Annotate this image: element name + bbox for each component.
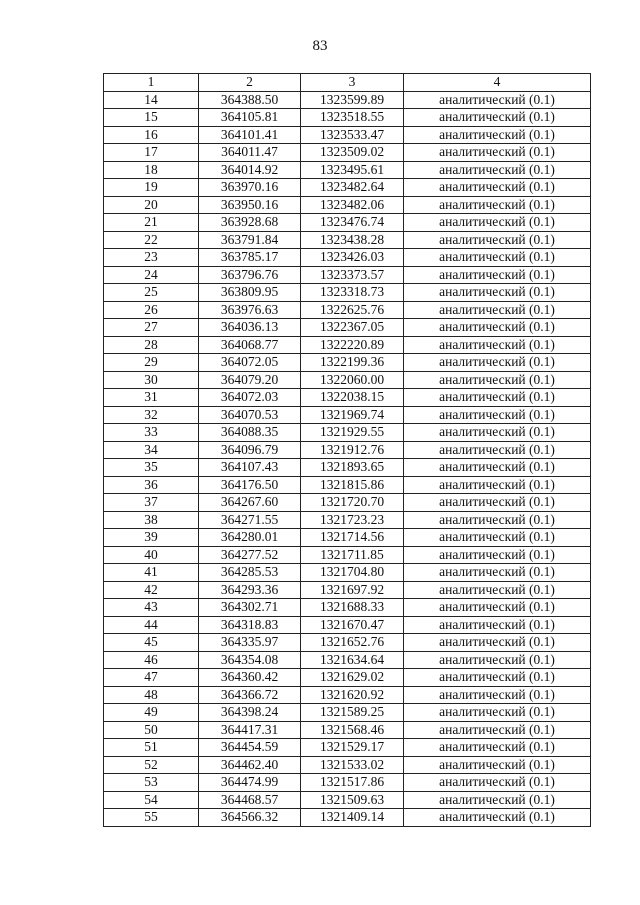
table-row	[104, 651, 591, 669]
point-number-cell: 55	[104, 809, 199, 827]
page-number: 83	[312, 38, 328, 54]
x-coordinate-cell: 364068.77	[199, 336, 301, 354]
point-number-cell: 28	[104, 336, 199, 354]
method-cell: аналитический (0.1)	[404, 739, 591, 757]
y-coordinate-cell: 1321634.64	[301, 651, 404, 669]
y-coordinate-cell: 1321893.65	[301, 459, 404, 477]
point-number-cell: 30	[104, 371, 199, 389]
y-coordinate-cell: 1323533.47	[301, 126, 404, 144]
y-coordinate-cell: 1321969.74	[301, 406, 404, 424]
table-row	[104, 144, 591, 162]
x-coordinate-cell: 363976.63	[199, 301, 301, 319]
table-row	[104, 686, 591, 704]
x-coordinate-cell: 364388.50	[199, 91, 301, 109]
y-coordinate-cell: 1321409.14	[301, 809, 404, 827]
x-coordinate-cell: 364079.20	[199, 371, 301, 389]
method-cell: аналитический (0.1)	[404, 109, 591, 127]
point-number-cell: 47	[104, 669, 199, 687]
y-coordinate-cell: 1321711.85	[301, 546, 404, 564]
table-row	[104, 704, 591, 722]
table-row	[104, 564, 591, 582]
x-coordinate-cell: 364354.08	[199, 651, 301, 669]
x-coordinate-cell: 364271.55	[199, 511, 301, 529]
method-cell: аналитический (0.1)	[404, 564, 591, 582]
y-coordinate-cell: 1321723.23	[301, 511, 404, 529]
method-cell: аналитический (0.1)	[404, 546, 591, 564]
y-coordinate-cell: 1323373.57	[301, 266, 404, 284]
method-cell: аналитический (0.1)	[404, 704, 591, 722]
method-cell: аналитический (0.1)	[404, 529, 591, 547]
table-row	[104, 336, 591, 354]
x-coordinate-cell: 363796.76	[199, 266, 301, 284]
x-coordinate-cell: 364101.41	[199, 126, 301, 144]
y-coordinate-cell: 1321929.55	[301, 424, 404, 442]
point-number-cell: 46	[104, 651, 199, 669]
method-cell: аналитический (0.1)	[404, 284, 591, 302]
x-coordinate-cell: 363785.17	[199, 249, 301, 267]
column-header: 1	[104, 74, 199, 92]
method-cell: аналитический (0.1)	[404, 144, 591, 162]
point-number-cell: 18	[104, 161, 199, 179]
y-coordinate-cell: 1321720.70	[301, 494, 404, 512]
method-cell: аналитический (0.1)	[404, 669, 591, 687]
point-number-cell: 15	[104, 109, 199, 127]
point-number-cell: 32	[104, 406, 199, 424]
table-row	[104, 809, 591, 827]
method-cell: аналитический (0.1)	[404, 336, 591, 354]
table-row	[104, 441, 591, 459]
method-cell: аналитический (0.1)	[404, 494, 591, 512]
table-row	[104, 126, 591, 144]
y-coordinate-cell: 1322220.89	[301, 336, 404, 354]
point-number-cell: 53	[104, 774, 199, 792]
point-number-cell: 42	[104, 581, 199, 599]
method-cell: аналитический (0.1)	[404, 424, 591, 442]
table-row	[104, 756, 591, 774]
y-coordinate-cell: 1322367.05	[301, 319, 404, 337]
x-coordinate-cell: 363970.16	[199, 179, 301, 197]
method-cell: аналитический (0.1)	[404, 459, 591, 477]
point-number-cell: 48	[104, 686, 199, 704]
point-number-cell: 31	[104, 389, 199, 407]
y-coordinate-cell: 1321529.17	[301, 739, 404, 757]
point-number-cell: 14	[104, 91, 199, 109]
method-cell: аналитический (0.1)	[404, 686, 591, 704]
point-number-cell: 41	[104, 564, 199, 582]
x-coordinate-cell: 364335.97	[199, 634, 301, 652]
method-cell: аналитический (0.1)	[404, 599, 591, 617]
column-header: 2	[199, 74, 301, 92]
table-row	[104, 284, 591, 302]
y-coordinate-cell: 1323599.89	[301, 91, 404, 109]
y-coordinate-cell: 1321688.33	[301, 599, 404, 617]
point-number-cell: 54	[104, 791, 199, 809]
y-coordinate-cell: 1321629.02	[301, 669, 404, 687]
point-number-cell: 39	[104, 529, 199, 547]
x-coordinate-cell: 364398.24	[199, 704, 301, 722]
method-cell: аналитический (0.1)	[404, 319, 591, 337]
table-row	[104, 354, 591, 372]
y-coordinate-cell: 1322038.15	[301, 389, 404, 407]
method-cell: аналитический (0.1)	[404, 756, 591, 774]
y-coordinate-cell: 1321704.80	[301, 564, 404, 582]
y-coordinate-cell: 1321589.25	[301, 704, 404, 722]
table-row	[104, 424, 591, 442]
method-cell: аналитический (0.1)	[404, 161, 591, 179]
table-row	[104, 389, 591, 407]
method-cell: аналитический (0.1)	[404, 634, 591, 652]
table-row	[104, 739, 591, 757]
x-coordinate-cell: 363809.95	[199, 284, 301, 302]
point-number-cell: 44	[104, 616, 199, 634]
y-coordinate-cell: 1321620.92	[301, 686, 404, 704]
method-cell: аналитический (0.1)	[404, 214, 591, 232]
point-number-cell: 21	[104, 214, 199, 232]
table-row	[104, 266, 591, 284]
point-number-cell: 37	[104, 494, 199, 512]
y-coordinate-cell: 1321815.86	[301, 476, 404, 494]
method-cell: аналитический (0.1)	[404, 249, 591, 267]
method-cell: аналитический (0.1)	[404, 581, 591, 599]
coordinates-table	[103, 73, 591, 827]
y-coordinate-cell: 1323318.73	[301, 284, 404, 302]
table-row	[104, 616, 591, 634]
x-coordinate-cell: 364176.50	[199, 476, 301, 494]
y-coordinate-cell: 1323495.61	[301, 161, 404, 179]
method-cell: аналитический (0.1)	[404, 266, 591, 284]
point-number-cell: 17	[104, 144, 199, 162]
table-row	[104, 214, 591, 232]
table-row	[104, 196, 591, 214]
y-coordinate-cell: 1321652.76	[301, 634, 404, 652]
y-coordinate-cell: 1321533.02	[301, 756, 404, 774]
point-number-cell: 24	[104, 266, 199, 284]
x-coordinate-cell: 364267.60	[199, 494, 301, 512]
method-cell: аналитический (0.1)	[404, 354, 591, 372]
table-header-row	[104, 74, 591, 92]
table-row	[104, 109, 591, 127]
point-number-cell: 22	[104, 231, 199, 249]
x-coordinate-cell: 364105.81	[199, 109, 301, 127]
table-row	[104, 301, 591, 319]
x-coordinate-cell: 364011.47	[199, 144, 301, 162]
y-coordinate-cell: 1321697.92	[301, 581, 404, 599]
table-row	[104, 494, 591, 512]
table-row	[104, 774, 591, 792]
y-coordinate-cell: 1323426.03	[301, 249, 404, 267]
x-coordinate-cell: 364468.57	[199, 791, 301, 809]
x-coordinate-cell: 364366.72	[199, 686, 301, 704]
point-number-cell: 51	[104, 739, 199, 757]
point-number-cell: 33	[104, 424, 199, 442]
table-row	[104, 546, 591, 564]
y-coordinate-cell: 1321714.56	[301, 529, 404, 547]
point-number-cell: 20	[104, 196, 199, 214]
y-coordinate-cell: 1321509.63	[301, 791, 404, 809]
x-coordinate-cell: 363950.16	[199, 196, 301, 214]
table-row	[104, 581, 591, 599]
x-coordinate-cell: 364474.99	[199, 774, 301, 792]
point-number-cell: 35	[104, 459, 199, 477]
column-header: 4	[404, 74, 591, 92]
method-cell: аналитический (0.1)	[404, 721, 591, 739]
point-number-cell: 16	[104, 126, 199, 144]
x-coordinate-cell: 364302.71	[199, 599, 301, 617]
method-cell: аналитический (0.1)	[404, 406, 591, 424]
y-coordinate-cell: 1323438.28	[301, 231, 404, 249]
x-coordinate-cell: 364417.31	[199, 721, 301, 739]
table-row	[104, 529, 591, 547]
y-coordinate-cell: 1321517.86	[301, 774, 404, 792]
table-row	[104, 406, 591, 424]
table-row	[104, 459, 591, 477]
y-coordinate-cell: 1323482.64	[301, 179, 404, 197]
x-coordinate-cell: 364072.03	[199, 389, 301, 407]
y-coordinate-cell: 1322199.36	[301, 354, 404, 372]
table-row	[104, 231, 591, 249]
x-coordinate-cell: 364280.01	[199, 529, 301, 547]
method-cell: аналитический (0.1)	[404, 389, 591, 407]
x-coordinate-cell: 364088.35	[199, 424, 301, 442]
method-cell: аналитический (0.1)	[404, 476, 591, 494]
point-number-cell: 27	[104, 319, 199, 337]
method-cell: аналитический (0.1)	[404, 91, 591, 109]
point-number-cell: 19	[104, 179, 199, 197]
method-cell: аналитический (0.1)	[404, 371, 591, 389]
point-number-cell: 45	[104, 634, 199, 652]
y-coordinate-cell: 1321670.47	[301, 616, 404, 634]
x-coordinate-cell: 364036.13	[199, 319, 301, 337]
point-number-cell: 52	[104, 756, 199, 774]
y-coordinate-cell: 1321912.76	[301, 441, 404, 459]
table-row	[104, 634, 591, 652]
y-coordinate-cell: 1323509.02	[301, 144, 404, 162]
point-number-cell: 34	[104, 441, 199, 459]
x-coordinate-cell: 364014.92	[199, 161, 301, 179]
table-row	[104, 791, 591, 809]
x-coordinate-cell: 364462.40	[199, 756, 301, 774]
table-row	[104, 599, 591, 617]
table-row	[104, 161, 591, 179]
point-number-cell: 43	[104, 599, 199, 617]
y-coordinate-cell: 1321568.46	[301, 721, 404, 739]
x-coordinate-cell: 364070.53	[199, 406, 301, 424]
point-number-cell: 25	[104, 284, 199, 302]
column-header: 3	[301, 74, 404, 92]
point-number-cell: 29	[104, 354, 199, 372]
y-coordinate-cell: 1322060.00	[301, 371, 404, 389]
table-body	[104, 91, 591, 826]
x-coordinate-cell: 363791.84	[199, 231, 301, 249]
point-number-cell: 40	[104, 546, 199, 564]
method-cell: аналитический (0.1)	[404, 791, 591, 809]
x-coordinate-cell: 364293.36	[199, 581, 301, 599]
method-cell: аналитический (0.1)	[404, 301, 591, 319]
x-coordinate-cell: 363928.68	[199, 214, 301, 232]
y-coordinate-cell: 1323482.06	[301, 196, 404, 214]
method-cell: аналитический (0.1)	[404, 616, 591, 634]
x-coordinate-cell: 364107.43	[199, 459, 301, 477]
method-cell: аналитический (0.1)	[404, 441, 591, 459]
method-cell: аналитический (0.1)	[404, 179, 591, 197]
method-cell: аналитический (0.1)	[404, 511, 591, 529]
table-row	[104, 179, 591, 197]
table-row	[104, 511, 591, 529]
table-row	[104, 721, 591, 739]
table-row	[104, 669, 591, 687]
x-coordinate-cell: 364096.79	[199, 441, 301, 459]
point-number-cell: 36	[104, 476, 199, 494]
point-number-cell: 38	[104, 511, 199, 529]
x-coordinate-cell: 364277.52	[199, 546, 301, 564]
x-coordinate-cell: 364072.05	[199, 354, 301, 372]
point-number-cell: 26	[104, 301, 199, 319]
y-coordinate-cell: 1323518.55	[301, 109, 404, 127]
y-coordinate-cell: 1323476.74	[301, 214, 404, 232]
method-cell: аналитический (0.1)	[404, 231, 591, 249]
x-coordinate-cell: 364360.42	[199, 669, 301, 687]
x-coordinate-cell: 364285.53	[199, 564, 301, 582]
method-cell: аналитический (0.1)	[404, 126, 591, 144]
method-cell: аналитический (0.1)	[404, 774, 591, 792]
method-cell: аналитический (0.1)	[404, 196, 591, 214]
x-coordinate-cell: 364454.59	[199, 739, 301, 757]
x-coordinate-cell: 364318.83	[199, 616, 301, 634]
point-number-cell: 50	[104, 721, 199, 739]
method-cell: аналитический (0.1)	[404, 651, 591, 669]
table-row	[104, 91, 591, 109]
method-cell: аналитический (0.1)	[404, 809, 591, 827]
x-coordinate-cell: 364566.32	[199, 809, 301, 827]
point-number-cell: 23	[104, 249, 199, 267]
y-coordinate-cell: 1322625.76	[301, 301, 404, 319]
table-row	[104, 249, 591, 267]
table-row	[104, 319, 591, 337]
table-row	[104, 476, 591, 494]
point-number-cell: 49	[104, 704, 199, 722]
table-row	[104, 371, 591, 389]
